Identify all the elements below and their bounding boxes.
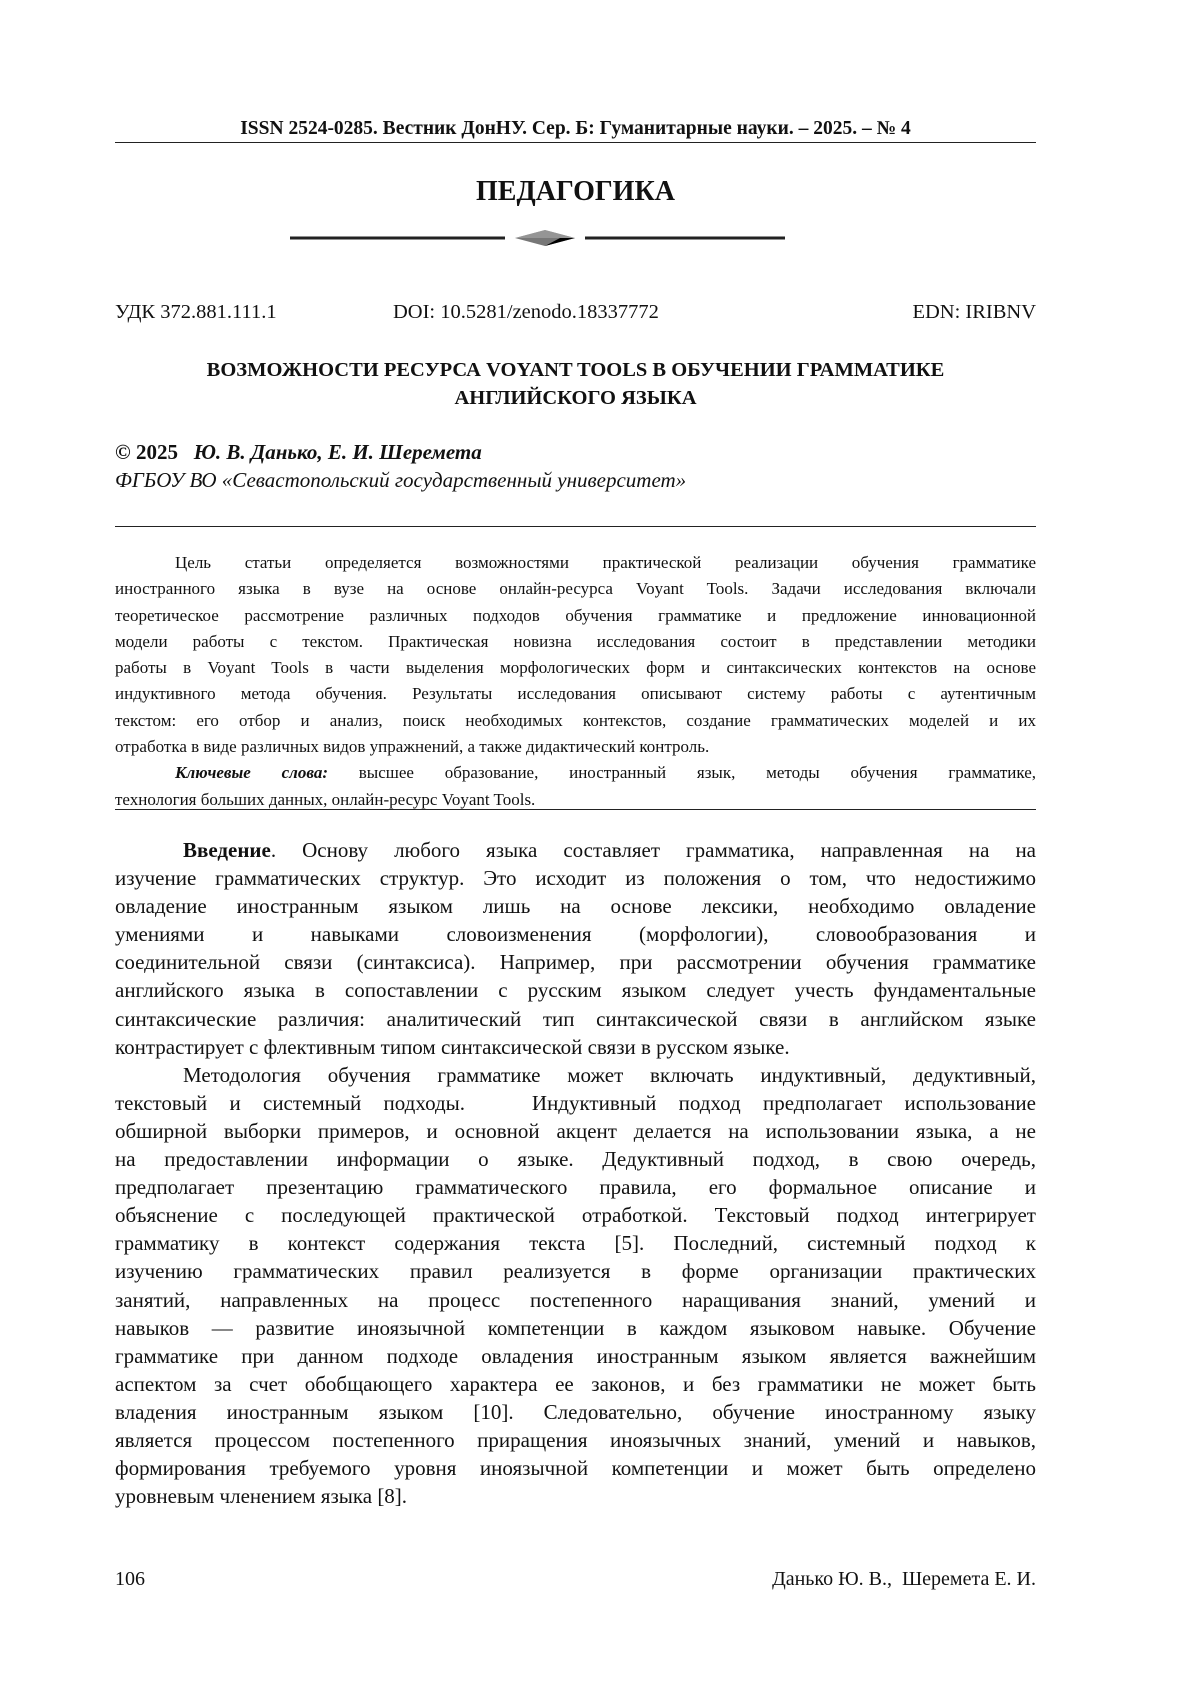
edn: EDN: IRIBNV bbox=[912, 301, 1036, 323]
line-text: уровневым членением языка [8]. bbox=[115, 1484, 408, 1509]
abstract-top-rule bbox=[115, 526, 1036, 527]
text-line bbox=[115, 734, 1036, 760]
doi: DOI: 10.5281/zenodo.18337772 bbox=[393, 301, 659, 323]
line-text: теоретическое рассмотрение различных подходов обучения грамматике и предложение инновационной bbox=[115, 605, 1036, 625]
line-text: владения иностранным языком [10]. Следовательно, обучение иностранному языку bbox=[115, 1399, 1036, 1424]
line-text: текстовый и системный подходы. Индуктивный подход предполагает использование bbox=[115, 1090, 1036, 1115]
line-text: текстом: его отбор и анализ, поиск необходимых контекстов, создание грамматических моделей и их bbox=[115, 710, 1036, 730]
line-text: объяснение с последующей практической отработкой. Текстовый подход интегрирует bbox=[115, 1203, 1036, 1228]
line-text: контрастирует с флективным типом синтаксической связи в русском языке. bbox=[115, 1034, 790, 1059]
text-line bbox=[115, 1482, 1036, 1510]
text-line bbox=[115, 1089, 1036, 1117]
text-line bbox=[115, 976, 1036, 1004]
line-text: . Основу любого языка составляет грамматика, направленная на на bbox=[270, 838, 1036, 862]
text-line bbox=[115, 1314, 1036, 1342]
text-line bbox=[115, 603, 1036, 629]
text-line bbox=[115, 576, 1036, 602]
keywords-label: Ключевые слова: bbox=[175, 763, 329, 783]
text-line bbox=[115, 681, 1036, 707]
text-line bbox=[115, 629, 1036, 655]
ornament-divider bbox=[290, 226, 860, 250]
line-text: технология больших данных, онлайн-ресурс Voyant Tools. bbox=[115, 789, 536, 809]
abstract-bottom-rule bbox=[115, 809, 1036, 810]
text-line bbox=[115, 1257, 1036, 1285]
line-text: индуктивного метода обучения. Результаты исследования описывают систему работы с аутентичным bbox=[115, 684, 1036, 704]
copyright: © 2025 bbox=[115, 440, 178, 464]
text-line bbox=[115, 1033, 1036, 1061]
body-text bbox=[115, 836, 1036, 1510]
line-text: модели работы с текстом. Практическая новизна исследования состоит в представлении методики bbox=[115, 631, 1036, 651]
text-line bbox=[115, 1286, 1036, 1314]
line-text: грамматике при данном подходе овладения иностранным языком является важнейшим bbox=[115, 1343, 1036, 1368]
line-text: соединительной связи (синтаксиса). Например, при рассмотрении обучения грамматике bbox=[115, 950, 1036, 975]
text-line bbox=[115, 1061, 1036, 1089]
line-text: отработка в виде различных видов упражнений, а также дидактический контроль. bbox=[115, 737, 710, 757]
line-text: английского языка в сопоставлении с русским языком следует учесть фундаментальные bbox=[115, 978, 1036, 1003]
text-line bbox=[115, 1426, 1036, 1454]
line-text: умениями и навыками словоизменения (морфологии), словообразования и bbox=[115, 922, 1036, 947]
text-line bbox=[115, 1201, 1036, 1229]
text-line bbox=[115, 1117, 1036, 1145]
line-text: синтаксические различия: аналитический тип синтаксической связи в английском языке bbox=[115, 1006, 1036, 1031]
text-line bbox=[115, 760, 1036, 786]
title-line: ВОЗМОЖНОСТИ РЕСУРСА VOYANT TOOLS В ОБУЧЕНИИ ГРАММАТИКЕ bbox=[206, 359, 945, 381]
footer-authors: Данько Ю. В., Шеремета Е. И. bbox=[772, 1568, 1036, 1590]
text-line bbox=[115, 948, 1036, 976]
text-line bbox=[115, 1454, 1036, 1482]
text-line bbox=[115, 1005, 1036, 1033]
line-text: на предоставлении информации о языке. Дедуктивный подход, в свою очередь, bbox=[115, 1147, 1036, 1172]
line-text: Методология обучения грамматике может включать индуктивный, дедуктивный, bbox=[183, 1062, 1036, 1087]
text-line bbox=[115, 1370, 1036, 1398]
line-text: является процессом постепенного приращения иноязычных знаний, умений и навыков, bbox=[115, 1427, 1036, 1452]
abstract bbox=[115, 550, 1036, 813]
line-text: обширной выборки примеров, и основной акцент делается на использовании языка, а не bbox=[115, 1118, 1036, 1143]
line-text: овладение иностранным языком лишь на основе лексики, необходимо овладение bbox=[115, 894, 1036, 919]
affiliation: ФГБОУ ВО «Севастопольский государственный университет» bbox=[115, 468, 687, 492]
title-line: АНГЛИЙСКОГО ЯЗЫКА bbox=[454, 387, 697, 409]
section-title: ПЕДАГОГИКА bbox=[476, 176, 675, 207]
authors: Ю. В. Данько, Е. И. Шеремета bbox=[193, 440, 482, 464]
header-rule bbox=[115, 142, 1036, 143]
text-line bbox=[115, 550, 1036, 576]
authors-line bbox=[115, 440, 482, 465]
line-text: занятий, направленных на процесс постепенного наращивания знаний, умений и bbox=[115, 1287, 1036, 1312]
text-line bbox=[115, 892, 1036, 920]
text-line bbox=[115, 920, 1036, 948]
text-line bbox=[115, 1398, 1036, 1426]
text-line bbox=[115, 864, 1036, 892]
intro-heading: Введение bbox=[183, 838, 271, 862]
text-line bbox=[115, 1145, 1036, 1173]
text-line bbox=[115, 836, 1036, 864]
line-text: изучение грамматических структур. Это исходит из положения о том, что недостижимо bbox=[115, 866, 1036, 891]
line-text: изучению грамматических правил реализуется в форме организации практических bbox=[115, 1259, 1036, 1284]
line-text: Цель статьи определяется возможностями практической реализации обучения грамматике bbox=[175, 553, 1036, 572]
line-text: высшее образование, иностранный язык, методы обучения грамматике, bbox=[328, 763, 1036, 783]
udk: УДК 372.881.111.1 bbox=[115, 301, 277, 323]
text-line bbox=[115, 1342, 1036, 1370]
line-text: предполагает презентацию грамматического правила, его формальное описание и bbox=[115, 1175, 1036, 1200]
text-line bbox=[115, 1229, 1036, 1257]
text-line bbox=[115, 655, 1036, 681]
line-text: формирования требуемого уровня иноязычной компетенции и может быть определено bbox=[115, 1456, 1036, 1481]
line-text: навыков — развитие иноязычной компетенции в каждом языковом навыке. Обучение bbox=[115, 1315, 1036, 1340]
page-number: 106 bbox=[115, 1568, 145, 1590]
text-line bbox=[115, 1173, 1036, 1201]
line-text: грамматику в контекст содержания текста [5]. Последний, системный подход к bbox=[115, 1231, 1036, 1256]
text-line bbox=[115, 708, 1036, 734]
line-text: работы в Voyant Tools в части выделения морфологических форм и синтаксических контекстов на основе bbox=[115, 658, 1036, 678]
line-text: аспектом за счет обобщающего характера ее законов, и без грамматики не может быть bbox=[115, 1371, 1036, 1396]
line-text: иностранного языка в вузе на основе онлайн-ресурса Voyant Tools. Задачи исследования включали bbox=[115, 579, 1036, 599]
journal-header: ISSN 2524-0285. Вестник ДонНУ. Сер. Б: Гуманитарные науки. – 2025. – № 4 bbox=[240, 118, 911, 139]
article-title bbox=[115, 356, 1036, 412]
